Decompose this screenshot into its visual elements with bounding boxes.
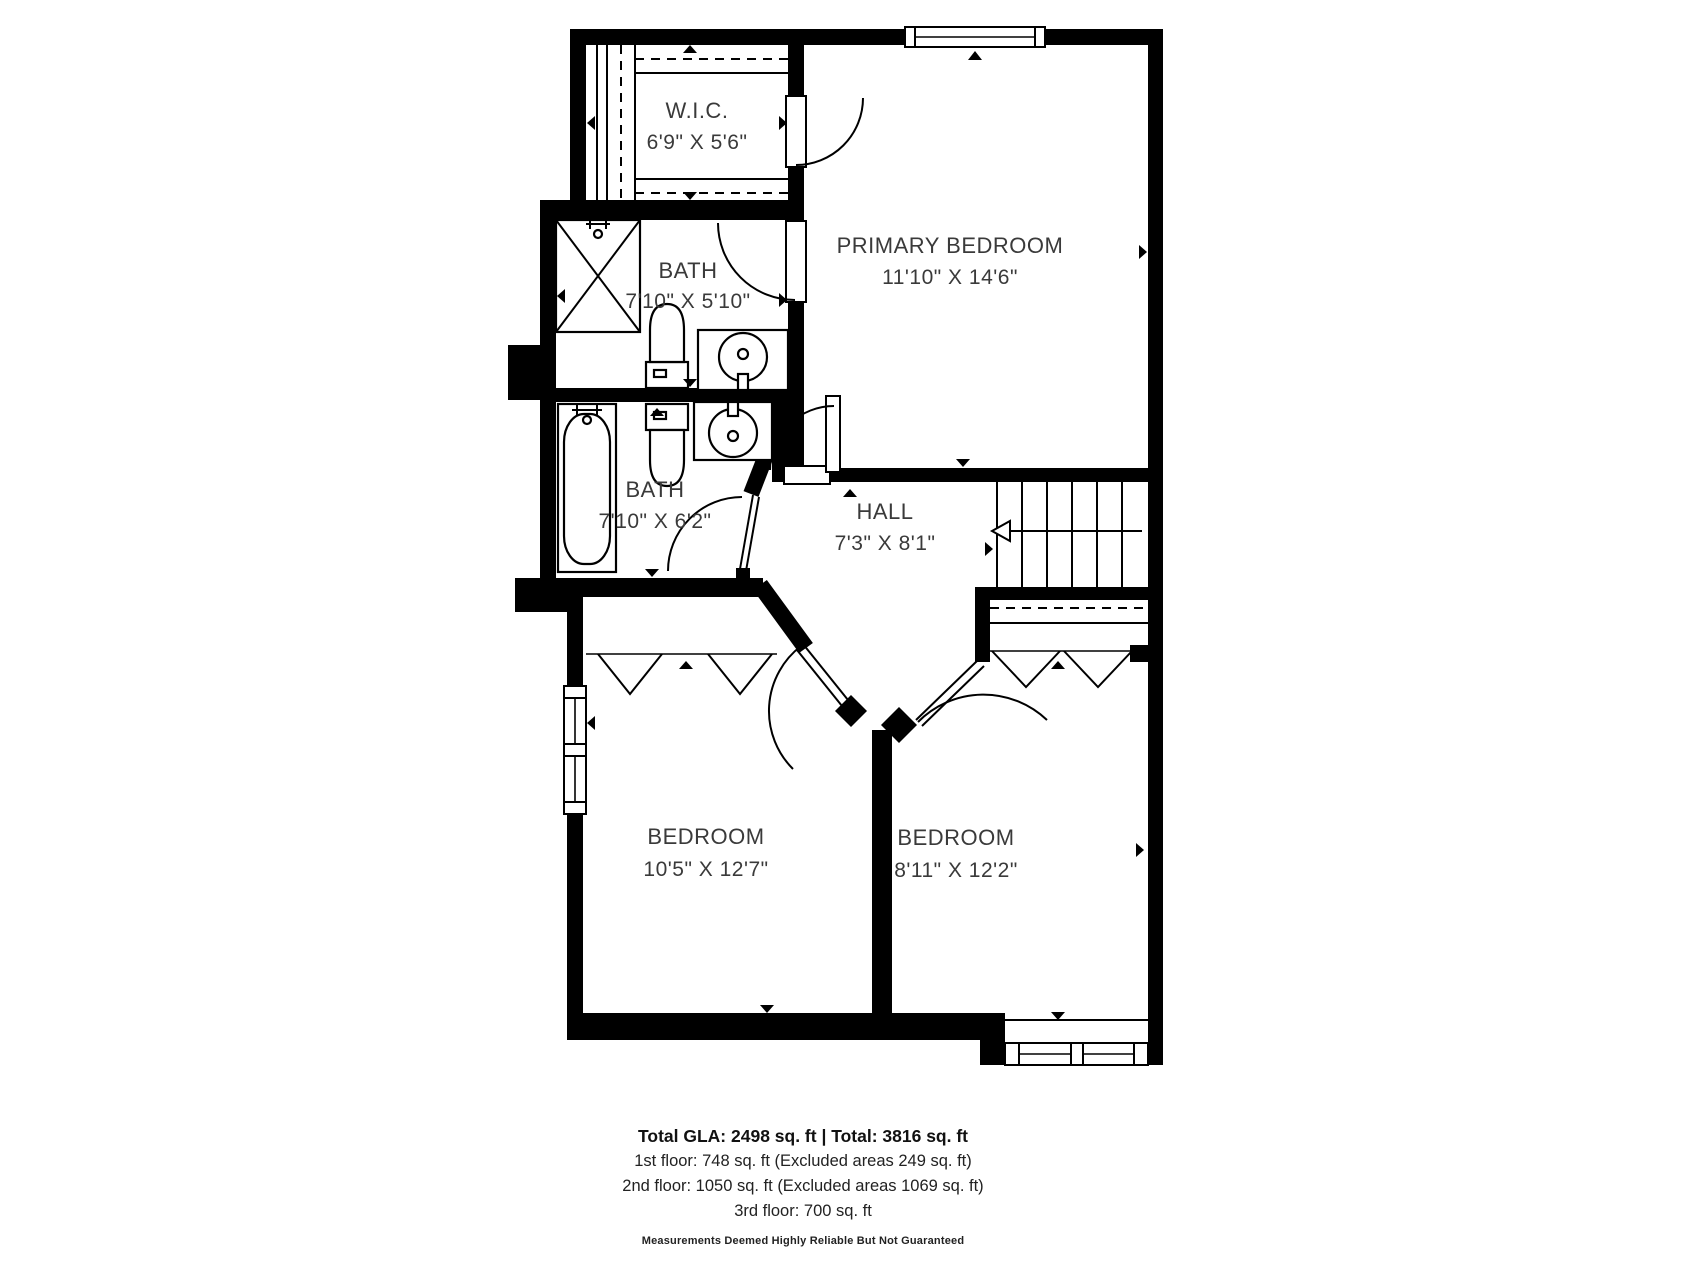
room-label-bath-upper: BATH [658, 258, 718, 283]
room-label-primary-bedroom: PRIMARY BEDROOM [836, 233, 1064, 258]
room-dims-hall: 7'3" X 8'1" [834, 532, 936, 555]
door-wic [786, 96, 863, 167]
stairs [992, 482, 1142, 587]
room-dims-bedroom-right: 8'11" X 12'2" [894, 859, 1018, 882]
door-bedroom-left [769, 644, 848, 769]
room-dims-wic: 6'9" X 5'6" [646, 131, 748, 154]
floor-2-line: 2nd floor: 1050 sq. ft (Excluded areas 1069 sq. ft) [622, 1177, 984, 1195]
room-dims-primary-bedroom: 11'10" X 14'6" [882, 266, 1018, 289]
window-primary-top [905, 27, 1045, 47]
bathtub [558, 404, 616, 572]
door-post [835, 695, 867, 727]
sink [698, 330, 788, 390]
toilet [646, 404, 688, 486]
room-dims-bedroom-left: 10'5" X 12'7" [643, 858, 769, 881]
room-label-bath-lower: BATH [625, 477, 685, 502]
bifold-door [598, 654, 662, 694]
room-dims-bath-lower: 7'10" X 6'2" [598, 510, 712, 533]
disclaimer-text: Measurements Deemed Highly Reliable But Not Guaranteed [641, 1235, 965, 1247]
stair-direction-arrow [992, 521, 1142, 541]
room-label-bedroom-left: BEDROOM [647, 824, 765, 849]
room-label-hall: HALL [856, 499, 914, 524]
closet-left-bedroom [586, 654, 777, 694]
shower [556, 219, 640, 332]
sink [694, 402, 772, 460]
floor-3-line: 3rd floor: 700 sq. ft [734, 1202, 872, 1220]
bifold-door [708, 654, 772, 694]
room-label-wic: W.I.C. [665, 98, 729, 123]
room-dims-bath-upper: 7'10" X 5'10" [625, 290, 751, 313]
door-bath-lower [668, 495, 759, 571]
total-gla-line: Total GLA: 2498 sq. ft | Total: 3816 sq. ft [638, 1126, 968, 1146]
closet-right-bedroom [990, 608, 1148, 687]
door-bedroom-right [916, 660, 1047, 726]
bifold-door [992, 651, 1060, 687]
room-label-bedroom-right: BEDROOM [897, 825, 1015, 850]
window-bedroom-right-bottom [1005, 1020, 1148, 1065]
floor-1-line: 1st floor: 748 sq. ft (Excluded areas 249 sq. ft) [634, 1152, 972, 1170]
area-summary [353, 1124, 1253, 1247]
bifold-door [1064, 651, 1132, 687]
toilet [646, 304, 688, 388]
window-bedroom-left [564, 686, 586, 814]
